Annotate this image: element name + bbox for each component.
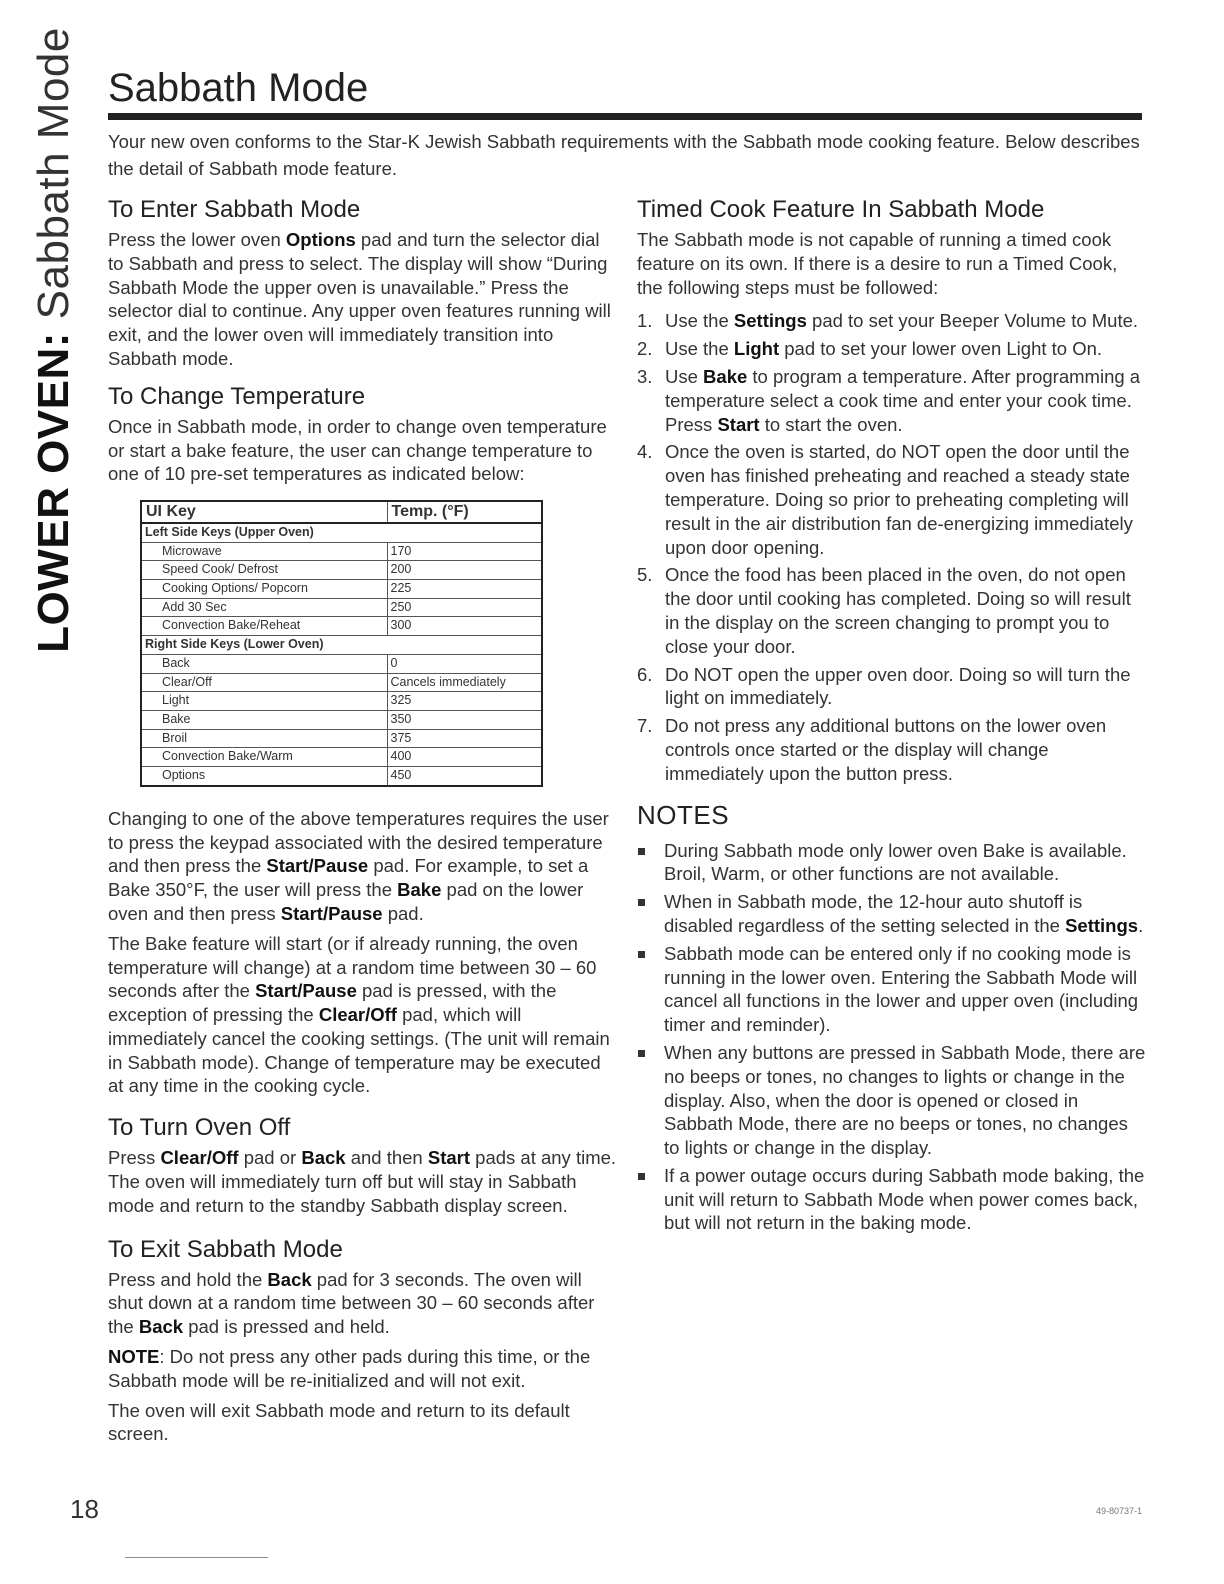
table-row: Back 0 (141, 654, 542, 673)
bottom-divider (125, 1557, 268, 1558)
turn-off-paragraph: Press Clear/Off pad or Back and then Start pads at any time. The oven will immediately turn off but will stay in Sabbath mode and return to the standby Sabbath display screen. (108, 1147, 617, 1216)
table-row: Options 450 (141, 767, 542, 786)
enter-paragraph: Press the lower oven Options pad and turn the selector dial to Sabbath and press to select. The display will show “During Sabbath Mode the upper oven is unavailable.” Press the selector dial to continue. Any upper oven features running will exit, and the lower oven will immediately transition into Sabbath mode. (108, 229, 611, 369)
heading-notes: NOTES (637, 799, 730, 830)
timed-steps-list (637, 309, 1147, 785)
table-row: Microwave 170 (141, 542, 542, 561)
heading-enter-sabbath: To Enter Sabbath Mode (108, 196, 361, 223)
list-item: When any buttons are pressed in Sabbath Mode, there are no beeps or tones, no changes to lights or change in the display. Also, when the door is opened or closed in Sabbath Mode, there are no beeps or tones, no changes to lights or change in the display. (637, 1041, 1147, 1160)
exit-paragraph-3: The oven will exit Sabbath mode and return to its default screen. (108, 1399, 570, 1445)
table-row: Broil 375 (141, 729, 542, 748)
table-row: Light 325 (141, 692, 542, 711)
list-item: 5. Once the food has been placed in the oven, do not open the door until cooking has completed. Doing so will result in the display on the screen changing to prompt you to close your door. (637, 564, 1131, 657)
exit-paragraph-1: Press and hold the Back pad for 3 seconds. The oven will shut down at a random time between 30 – 60 seconds after the Back pad is pressed and held. (108, 1268, 595, 1338)
table-row: Bake 350 (141, 710, 542, 729)
change-paragraph-2: Changing to one of the above temperatures requires the user to press the keypad associated with the desired temperature and then press the Start/Pause pad. For example, to set a Bake 350°F, the user will press the Bake pad on the lower oven and then press Start/Pause pad. (108, 807, 609, 924)
table-header-row (141, 501, 542, 523)
list-item: 2. Use the Light pad to set your lower oven Light to On. (637, 338, 1103, 360)
side-tab (14, 27, 94, 653)
list-item: 6. Do NOT open the upper oven door. Doing so will turn the light on immediately. (637, 663, 1131, 709)
heading-exit-sabbath: To Exit Sabbath Mode (108, 1235, 343, 1263)
table-row: Cooking Options/ Popcorn 225 (141, 579, 542, 598)
section-notes (637, 800, 1147, 1236)
table-row: Clear/Off Cancels immediately (141, 673, 542, 692)
title-divider (108, 113, 1142, 120)
table-row: Speed Cook/ Defrost 200 (141, 561, 542, 580)
side-tab-light: Sabbath Mode (29, 27, 78, 333)
list-item: When in Sabbath mode, the 12-hour auto shutoff is disabled regardless of the setting selected in the Settings. (637, 890, 1147, 938)
section-timed-cook (637, 196, 1147, 786)
page-number: 18 (70, 1494, 99, 1524)
list-item: If a power outage occurs during Sabbath mode baking, the unit will return to Sabbath Mode when power comes back, but will not return in the baking mode. (637, 1164, 1147, 1235)
table-row: Convection Bake/Warm 400 (141, 748, 542, 767)
table-header-ui-key: UI Key (141, 501, 387, 523)
timed-intro: The Sabbath mode is not capable of running a timed cook feature on its own. If there is a desire to run a Timed Cook, the following steps must be followed: (637, 229, 1118, 298)
heading-change-temperature: To Change Temperature (108, 382, 366, 410)
page-title: Sabbath Mode (108, 66, 369, 110)
section-enter-sabbath (108, 196, 618, 371)
list-item: During Sabbath mode only lower oven Bake is available. Broil, Warm, or other functions are not available. (637, 839, 1147, 887)
heading-turn-off: To Turn Oven Off (108, 1114, 291, 1142)
side-tab-label (29, 27, 79, 653)
table-row: Add 30 Sec 250 (141, 598, 542, 617)
temperature-table (140, 500, 543, 787)
intro-paragraph: Your new oven conforms to the Star-K Jewish Sabbath requirements with the Sabbath mode cooking feature. Below describes the detail of Sabbath mode feature. (108, 131, 1140, 179)
change-paragraph-1: Once in Sabbath mode, in order to change oven temperature or start a bake feature, the user can change temperature to one of 10 pre-set temperatures as indicated below: (108, 415, 607, 485)
list-item: 7. Do not press any additional buttons on the lower oven controls once started or the display will change immediately upon the button press. (637, 715, 1107, 784)
change-paragraph-3: The Bake feature will start (or if already running, the oven temperature will change) at a random time between 30 – 60 seconds after the Start/Pause pad is pressed, with the exception of pressing the Clear/Off pad, which will immediately cancel the cooking settings. (The unit will remain in Sabbath mode). Change of temperature may be executed at any time in the cooking cycle. (108, 932, 610, 1097)
table-header-temp: Temp. (°F) (387, 501, 542, 523)
heading-timed-cook: Timed Cook Feature In Sabbath Mode (637, 196, 1045, 223)
table-group-row: Left Side Keys (Upper Oven) (141, 523, 542, 542)
right-column (637, 196, 1147, 1247)
table-group-row: Right Side Keys (Lower Oven) (141, 636, 542, 655)
side-tab-bold: LOWER OVEN: (29, 332, 78, 653)
section-exit-sabbath (108, 1236, 618, 1447)
list-item: 4. Once the oven is started, do NOT open the door until the oven has finished preheating and reached a steady state temperature. Doing so prior to preheating completing will result in the air distribution fan de-energizing immediately upon door opening. (637, 441, 1133, 558)
list-item: 1. Use the Settings pad to set your Beeper Volume to Mute. (637, 310, 1139, 332)
left-column (108, 196, 618, 1458)
list-item: Sabbath mode can be entered only if no cooking mode is running in the lower oven. Entering the Sabbath Mode will cancel all functions in the lower and upper oven (including timer and reminder). (637, 942, 1147, 1037)
section-turn-off (108, 1114, 618, 1217)
exit-note: NOTE: Do not press any other pads during this time, or the Sabbath mode will be re-initialized and will not exit. (108, 1346, 591, 1391)
document-id: 49-80737-1 (1095, 1506, 1142, 1516)
notes-list (637, 839, 1147, 1236)
list-item: 3. Use Bake to program a temperature. After programming a temperature select a cook time and enter your cook time. Press Start to start the oven. (637, 365, 1141, 435)
table-row: Convection Bake/Reheat 300 (141, 617, 542, 636)
section-change-temperature (108, 383, 618, 1099)
